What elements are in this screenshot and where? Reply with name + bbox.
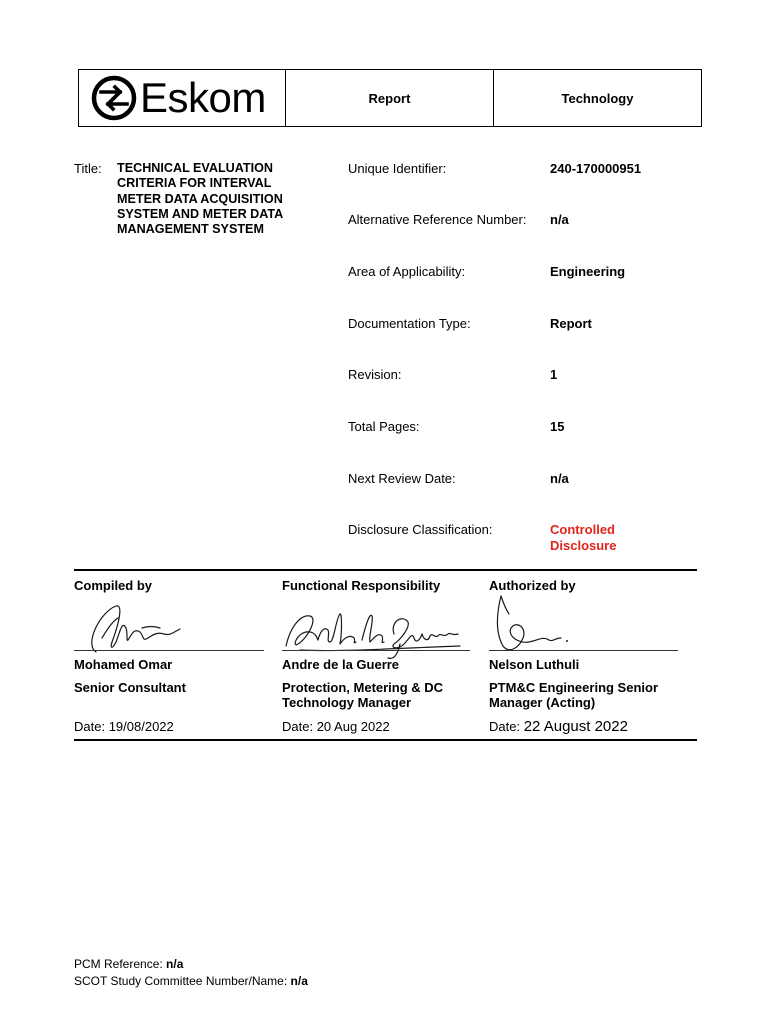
pcm-reference-value: n/a	[166, 957, 184, 971]
signatory-date	[489, 719, 628, 735]
signatory-date	[282, 719, 390, 735]
next-review-label: Next Review Date:	[348, 471, 456, 486]
signatory-functional	[282, 578, 482, 738]
documentation-type-label: Documentation Type:	[348, 316, 471, 331]
header-table	[78, 69, 702, 127]
signatory-role: Compiled by	[74, 578, 153, 593]
title-line: CRITERIA FOR INTERVAL	[117, 176, 272, 191]
unique-identifier-label: Unique Identifier:	[348, 161, 447, 176]
date-value: 19/08/2022	[108, 719, 174, 734]
title-line: SYSTEM AND METER DATA	[117, 206, 284, 221]
disclosure-value-line: Disclosure	[550, 538, 617, 553]
signatory-role: Functional Responsibility	[282, 578, 441, 593]
applicability-label: Area of Applicability:	[348, 264, 466, 279]
section-divider	[74, 739, 697, 741]
disclosure-label: Disclosure Classification:	[348, 522, 493, 537]
signatory-title-line: PTM&C Engineering Senior	[489, 680, 659, 695]
signatory-title-line: Technology Manager	[282, 695, 412, 710]
documentation-type-value: Report	[550, 316, 592, 331]
pcm-reference	[74, 957, 183, 971]
scot-reference-value: n/a	[290, 974, 308, 988]
signatory-role: Authorized by	[489, 578, 576, 593]
signature-image	[282, 604, 464, 662]
signatory-compiled	[74, 578, 274, 738]
date-value: 20 Aug 2022	[316, 719, 390, 734]
title-line: TECHNICAL EVALUATION	[117, 161, 274, 175]
signatory-title	[74, 680, 186, 695]
signatory-title-line: Senior Consultant	[74, 680, 186, 695]
signatory-title-line: Manager (Acting)	[489, 695, 596, 710]
section-divider	[74, 569, 697, 571]
signatory-name: Nelson Luthuli	[489, 657, 580, 672]
date-label: Date:	[282, 719, 314, 734]
logo-wordmark: Eskom	[140, 74, 266, 121]
total-pages-label: Total Pages:	[348, 419, 420, 434]
scot-reference	[74, 974, 308, 988]
total-pages-value: 15	[550, 419, 565, 434]
signature-line	[282, 650, 470, 651]
signature-line	[74, 650, 264, 651]
pcm-reference-label: PCM Reference:	[74, 957, 163, 971]
applicability-value: Engineering	[550, 264, 626, 279]
revision-value: 1	[550, 367, 558, 382]
category-cell: Technology	[561, 90, 634, 106]
unique-identifier-value: 240-170000951	[550, 161, 642, 176]
title-line: METER DATA ACQUISITION	[117, 191, 283, 206]
scot-reference-label: SCOT Study Committee Number/Name:	[74, 974, 288, 988]
date-label: Date:	[74, 719, 106, 734]
signatory-title	[489, 680, 658, 710]
title-label: Title:	[74, 161, 102, 176]
disclosure-value-line: Controlled	[550, 522, 615, 537]
next-review-value: n/a	[550, 471, 569, 486]
signatory-name: Andre de la Guerre	[282, 657, 400, 672]
date-label: Date:	[489, 719, 521, 734]
eskom-emblem-icon	[90, 74, 138, 122]
doc-type-cell: Report	[286, 70, 494, 126]
logo-cell	[79, 70, 286, 126]
signatory-name: Mohamed Omar	[74, 657, 173, 672]
alt-reference-value: n/a	[550, 212, 569, 227]
signature-line	[489, 650, 678, 651]
title-line: MANAGEMENT SYSTEM	[117, 222, 264, 237]
alt-reference-label: Alternative Reference Number:	[348, 212, 527, 227]
document-title	[117, 161, 283, 237]
signature-image	[489, 592, 589, 658]
revision-label: Revision:	[348, 367, 402, 382]
signatory-date	[74, 719, 174, 735]
signatory-title-line: Protection, Metering & DC	[282, 680, 444, 695]
date-value: 22 August 2022	[523, 718, 628, 735]
signatory-authorized	[489, 578, 697, 738]
signatory-title	[282, 680, 443, 710]
signature-image	[82, 598, 192, 658]
